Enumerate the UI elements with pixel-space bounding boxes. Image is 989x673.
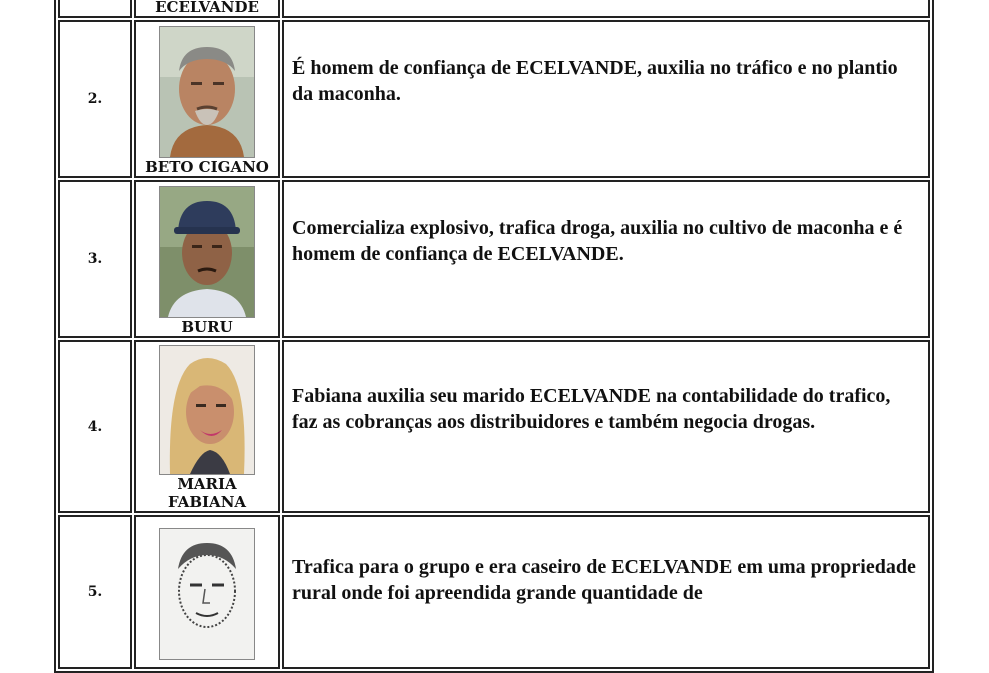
row-number: 2. xyxy=(58,20,132,178)
portrait-photo xyxy=(159,26,255,158)
photo-cell xyxy=(134,180,280,338)
table-row xyxy=(58,340,930,513)
person-name: MARIA FABIANA xyxy=(167,475,247,511)
description-cell xyxy=(282,0,930,18)
row-number: 3. xyxy=(58,180,132,338)
portrait-photo xyxy=(159,345,255,475)
table-row xyxy=(58,515,930,669)
description-cell xyxy=(282,20,930,178)
description-cell xyxy=(282,515,930,669)
table-row xyxy=(58,180,930,338)
suspects-table xyxy=(54,0,934,673)
photo-cell xyxy=(134,340,280,513)
table-row xyxy=(58,20,930,178)
row-number xyxy=(58,0,132,18)
photo-cell xyxy=(134,20,280,178)
description-text: Trafica para o grupo e era caseiro de ECELVANDE em uma propriedade rural onde foi apreendida grande quantidade de xyxy=(292,556,916,604)
description-text: É homem de confiança de ECELVANDE, auxilia no tráfico e no plantio da maconha. xyxy=(292,57,898,105)
portrait-photo xyxy=(159,186,255,318)
person-name: BETO CIGANO xyxy=(145,157,269,176)
description-cell xyxy=(282,340,930,513)
person-name: ECELVANDE xyxy=(155,0,259,16)
sketch-portrait xyxy=(159,528,255,660)
photo-cell xyxy=(134,0,280,18)
description-text: Fabiana auxilia seu marido ECELVANDE na contabilidade do trafico, faz as cobranças aos distribuidores e também negocia drogas. xyxy=(292,384,891,433)
row-number: 5. xyxy=(58,515,132,669)
person-name: BURU xyxy=(181,317,233,336)
description-cell xyxy=(282,180,930,338)
table-row xyxy=(58,0,930,18)
photo-cell xyxy=(134,515,280,669)
row-number: 4. xyxy=(58,340,132,513)
description-text: Comercializa explosivo, trafica droga, auxilia no cultivo de maconha e é homem de confiança de ECELVANDE. xyxy=(292,217,903,265)
